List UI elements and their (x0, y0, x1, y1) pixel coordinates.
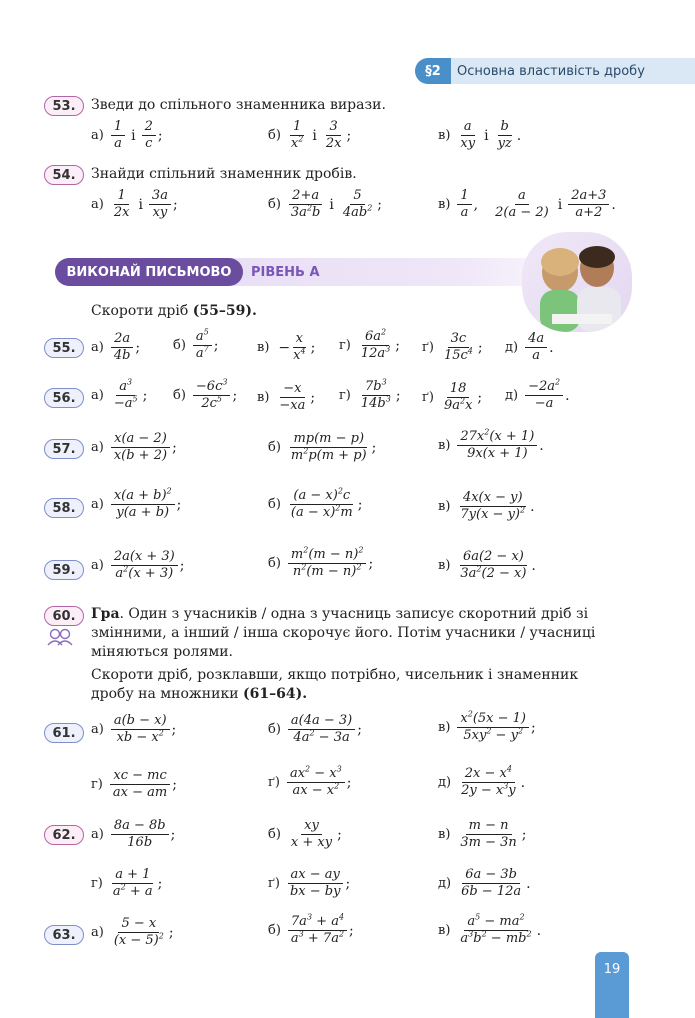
p62-d: д) 6a − 3b 6b − 12a . (438, 867, 531, 899)
p62-b: б) xy x + xy ; (268, 818, 342, 850)
p56-a: а) $a^3$ $-a^5$ ; (91, 377, 148, 411)
p63-b: б) $7a^3 + a^4$ $a^3 + 7a^2$ ; (268, 912, 354, 946)
problem-number-61: 61. (44, 723, 84, 743)
intro-61-64-line1: Скороти дріб, розклавши, якщо потрібно, чисельник і знаменник (91, 667, 579, 683)
write-label: ВИКОНАЙ ПИСЬМОВО (55, 258, 243, 286)
p56-d: д) $-2a^2$ −a . (505, 377, 570, 411)
p54-v: в) 1 a , a 2(a − 2) і 2a+3 a+2 . (438, 188, 616, 220)
p61-g: г) xc − mc ax − am ; (91, 768, 177, 800)
problem-number-54: 54. (44, 165, 84, 185)
p55-a: а) 2a 4b ; (91, 331, 141, 363)
problem-number-62: 62. (44, 825, 84, 845)
p58-v: в) 4x(x − y) $7y(x - y)^2$ . (438, 490, 535, 522)
p56-b: б) $-6c^3$ $2c^5$ ; (173, 377, 238, 411)
p55-b: б) $a^5$ $a^7$ ; (173, 327, 219, 361)
p53-a: а) 1 a і 2 c ; (91, 119, 163, 151)
p56-gg: ґ) 18 $9a^2x$ ; (422, 381, 483, 413)
section-title: Основна властивість дробу (457, 63, 645, 79)
p59-v: в) 6a(2 − x) $3a^2(2 - x)$ . (438, 549, 536, 581)
p62-a: а) 8a − 8b 16b ; (91, 818, 176, 850)
p57-v: в) $27x^2(x + 1)$ 9x(x + 1) . (438, 427, 544, 461)
problem-number-59: 59. (44, 560, 84, 580)
problem-60-line1: Гра. Один з учасників / одна з учасниць записує скоротний дріб зі (91, 606, 589, 622)
intro-61-64-line2: дробу на множники (61–64). (91, 686, 308, 702)
p62-v: в) m − n 3m − 3n ; (438, 818, 527, 850)
p56-v: в) −x −xa ; (257, 381, 316, 413)
p62-gg: ґ) ax − ay bx − by ; (268, 867, 351, 899)
problem-number-57: 57. (44, 439, 84, 459)
problem-number-53: 53. (44, 96, 84, 116)
section-header (415, 58, 695, 84)
p59-b: б) $m^2(m - n)^2$ $n^2(m - n)^2$ ; (268, 545, 374, 579)
p54-b: б) 2+a $3a^2b$ і 5 $4ab^2$ ; (268, 188, 382, 220)
p53-v: в) a xy і b yz . (438, 119, 522, 151)
p58-a: а) $x(a + b)^2$ y(a + b) ; (91, 486, 182, 520)
problem-60-line2: змінними, а інший / інша скорочує його. Потім учасники / учасниці (91, 625, 596, 641)
p55-v: в) − $\frac{x}{x^4}$ ; (257, 331, 316, 363)
p58-b: б) $(a - x)^2c$ $(a - x)^2m$ ; (268, 486, 363, 520)
p55-g: г) $6a^2$ $12a^3$ ; (339, 327, 400, 361)
problem-number-56: 56. (44, 388, 84, 408)
group-work-icon (46, 628, 76, 650)
p57-a: а) x(a − 2) x(b + 2) ; (91, 431, 177, 463)
p55-gg: ґ) 3c $15c^4$ ; (422, 331, 483, 363)
problem-54-text: Знайди спільний знаменник дробів. (91, 166, 357, 182)
page-number: 19 (595, 952, 629, 1018)
level-label: РІВЕНЬ А (251, 264, 320, 280)
p62-g: г) a + 1 $a^2 + a$ ; (91, 867, 163, 899)
p63-a: а) 5 − x $(x - 5)^2$ ; (91, 916, 174, 948)
students-photo (522, 232, 632, 332)
problem-53-text: Зведи до спільного знаменника вирази. (91, 97, 386, 113)
p61-v: в) $x^2(5x - 1)$ $5xy^2 - y^2$ ; (438, 709, 536, 743)
p53-b: б) 1 $x^2$ і 3 2x ; (268, 119, 352, 151)
p61-b: б) a(4a − 3) $4a^2 - 3a$ ; (268, 713, 362, 745)
p61-a: а) a(b − x) xb − $x^2$ ; (91, 713, 177, 745)
p54-a: а) 1 2x і 3a xy ; (91, 188, 178, 220)
p56-g: г) $7b^3$ $14b^3$ ; (339, 377, 401, 411)
p59-a: а) 2a(x + 3) $a^2(x + 3)$ ; (91, 549, 185, 581)
p57-b: б) mp(m − p) $m^2p(m + p)$ ; (268, 431, 377, 463)
problem-number-55: 55. (44, 338, 84, 358)
p63-v: в) $a^5 - ma^2$ $a^3b^2 - mb^2$ . (438, 912, 542, 946)
problem-number-58: 58. (44, 498, 84, 518)
p61-gg: ґ) $ax^2 - x^3$ ax − $x^2$ ; (268, 764, 352, 798)
section-badge: §2 (415, 58, 451, 84)
p55-d: д) 4a a . (505, 331, 554, 363)
problem-number-63: 63. (44, 925, 84, 945)
p61-d: д) $2x - x^4$ $2y - x^3y$ . (438, 764, 526, 798)
problem-number-60: 60. (44, 606, 84, 626)
intro-55-59: Скороти дріб (55–59). (91, 303, 257, 319)
problem-60-line3: міняються ролями. (91, 644, 233, 660)
